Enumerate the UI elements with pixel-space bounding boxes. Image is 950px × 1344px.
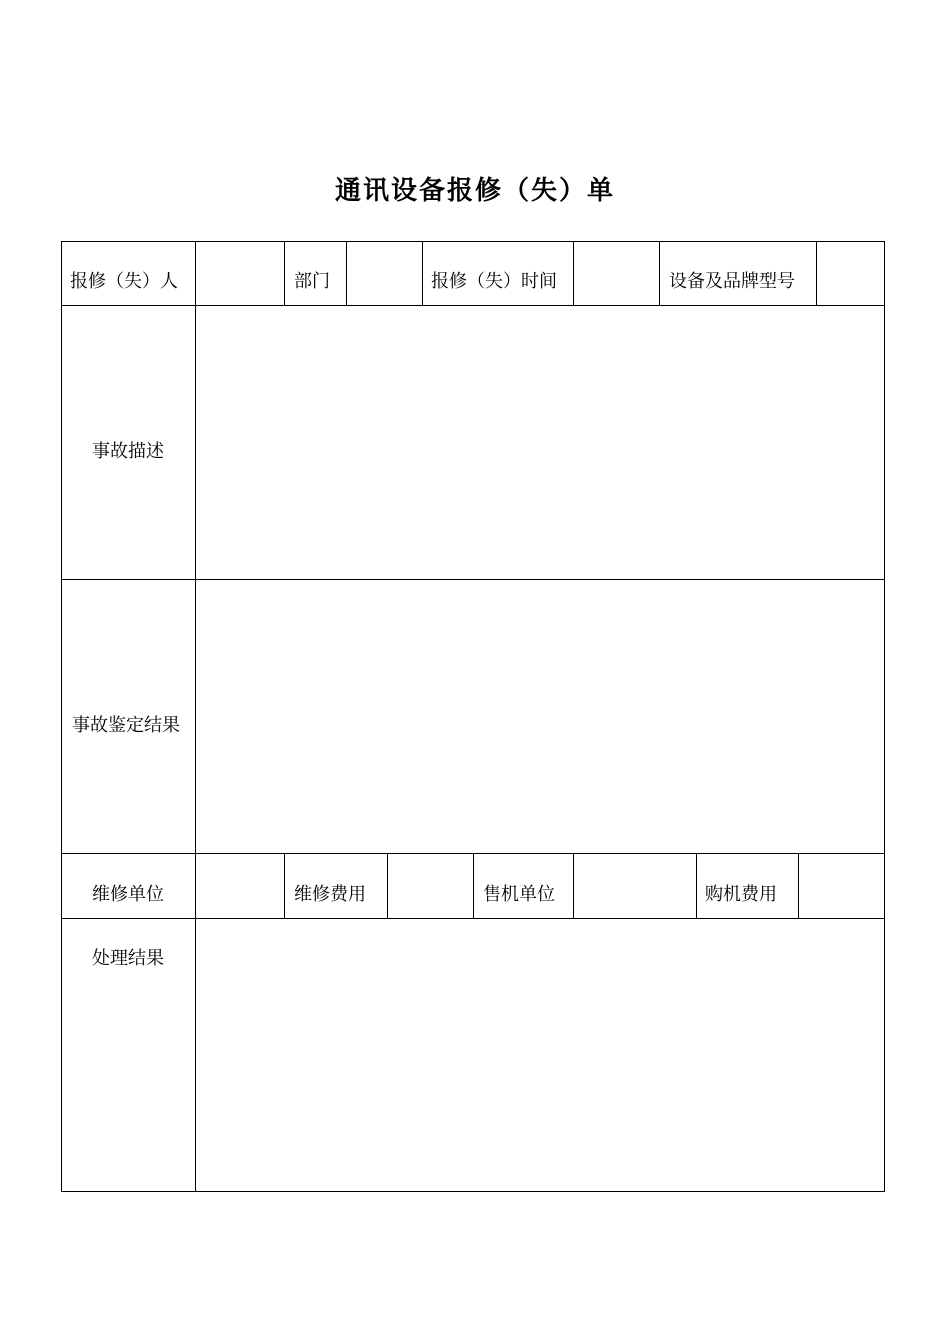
row1-divider-c xyxy=(422,241,423,305)
row1-divider-f xyxy=(816,241,817,305)
row4-divider-d xyxy=(573,853,574,918)
row4-divider-b xyxy=(387,853,388,918)
reporter-label: 报修（失）人 xyxy=(70,271,178,292)
row4-divider-e xyxy=(696,853,697,918)
report-time-label: 报修（失）时间 xyxy=(431,271,557,292)
repair-cost-label: 维修费用 xyxy=(294,884,366,905)
repair-unit-label: 维修单位 xyxy=(92,884,164,905)
row-divider-4 xyxy=(61,918,885,919)
seller-label: 售机单位 xyxy=(483,884,555,905)
row1-divider-d xyxy=(573,241,574,305)
handling-result-label: 处理结果 xyxy=(92,948,164,969)
row4-divider-f xyxy=(798,853,799,918)
equipment-label: 设备及品牌型号 xyxy=(669,271,795,292)
row-divider-2 xyxy=(61,579,885,580)
repair-form-table xyxy=(61,241,885,1192)
department-label: 部门 xyxy=(294,271,330,292)
incident-description-label: 事故描述 xyxy=(92,441,164,462)
row1-divider-b xyxy=(346,241,347,305)
incident-result-label: 事故鉴定结果 xyxy=(72,715,180,736)
label-column-divider xyxy=(195,241,196,1192)
purchase-cost-label: 购机费用 xyxy=(705,884,777,905)
row4-divider-a xyxy=(284,853,285,918)
row4-divider-c xyxy=(473,853,474,918)
form-title: 通讯设备报修（失）单 xyxy=(334,176,615,206)
row1-divider-a xyxy=(284,241,285,305)
row1-divider-e xyxy=(659,241,660,305)
row-divider-1 xyxy=(61,305,885,306)
